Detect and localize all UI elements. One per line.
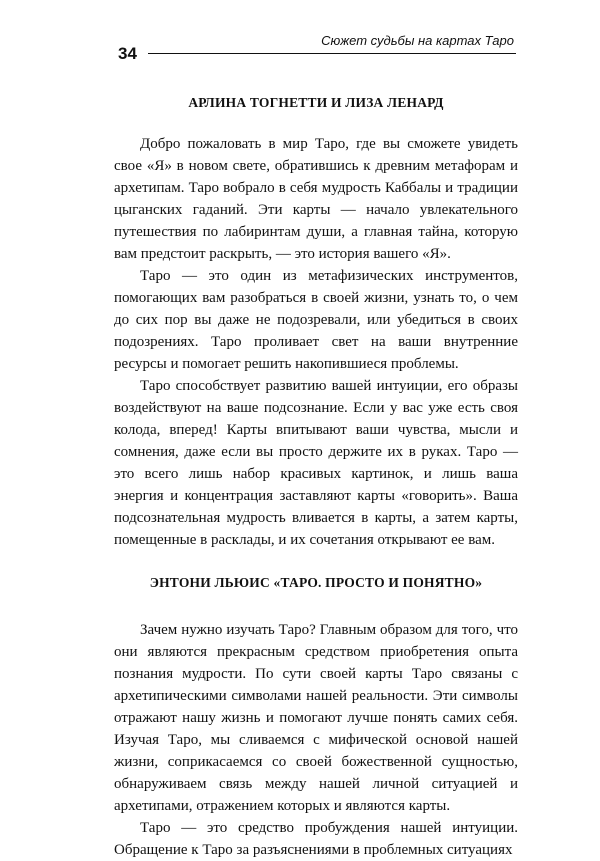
running-head-title: Сюжет судьбы на картах Таро — [321, 33, 514, 48]
paragraph: Добро пожаловать в мир Таро, где вы сможете увидеть свое «Я» в новом свете, обратившись к древним метафорам и архетипам. Таро вобрало в себя мудрость Каббалы и традиции цыганских гаданий. Эти карты — начало увлекательного путешествия по лабиринтам души, а главная тайна, которую вам предстоит раскрыть, — это история вашего «Я». — [114, 136, 518, 262]
paragraph: Таро способствует развитию вашей интуиции, его образы воздействуют на ваше подсознание. Если у вас уже есть своя колода, вперед! Карты впитывают ваши чувства, мысли и сомнения, даже если вы просто держите их в руках. Таро — это всего лишь набор красивых картинок, и лишь ваша энергия и концентрация заставляют карты «говорить». Ваша подсознательная мудрость вливается в карты, а затем карты, помещенные в расклады, и их сочетания открывают ее вам. — [114, 378, 518, 548]
paragraph: Таро — это средство пробуждения нашей интуиции. Обращение к Таро за разъяснениями в проблемных ситуациях — [114, 820, 518, 858]
paragraph: Зачем нужно изучать Таро? Главным образом для того, что они являются прекрасным средством приобретения опыта познания мудрости. По сути своей карты Таро связаны с архетипическими символами нашей реальности. Эти символы отражают нашу жизнь и помогают лучше понять самих себя. Изучая Таро, мы сливаемся с мифической основой нашей жизни, соприкасаемся со своей божественной сущностью, обнаруживаем связь между нашей личной ситуацией и архетипами, отражением которых и являются карты. — [114, 622, 518, 814]
section-title: АРЛИНА ТОГНЕТТИ И ЛИЗА ЛЕНАРД — [188, 95, 444, 110]
header-rule — [148, 53, 516, 54]
paragraph: Таро — это один из метафизических инструментов, помогающих вам разобраться в своей жизни, узнать то, о чем до сих пор вы даже не подозревали, или убедиться в своих подозрениях. Таро проливает свет на ваши внутренние ресурсы и помогает решить накопившиеся проблемы. — [114, 268, 518, 372]
page-body — [114, 95, 518, 861]
page-number: 34 — [118, 44, 137, 63]
section-lewis — [114, 575, 518, 861]
section-tognetti-lenard — [114, 95, 518, 551]
section-title: ЭНТОНИ ЛЬЮИС «ТАРО. ПРОСТО И ПОНЯТНО» — [149, 575, 483, 590]
